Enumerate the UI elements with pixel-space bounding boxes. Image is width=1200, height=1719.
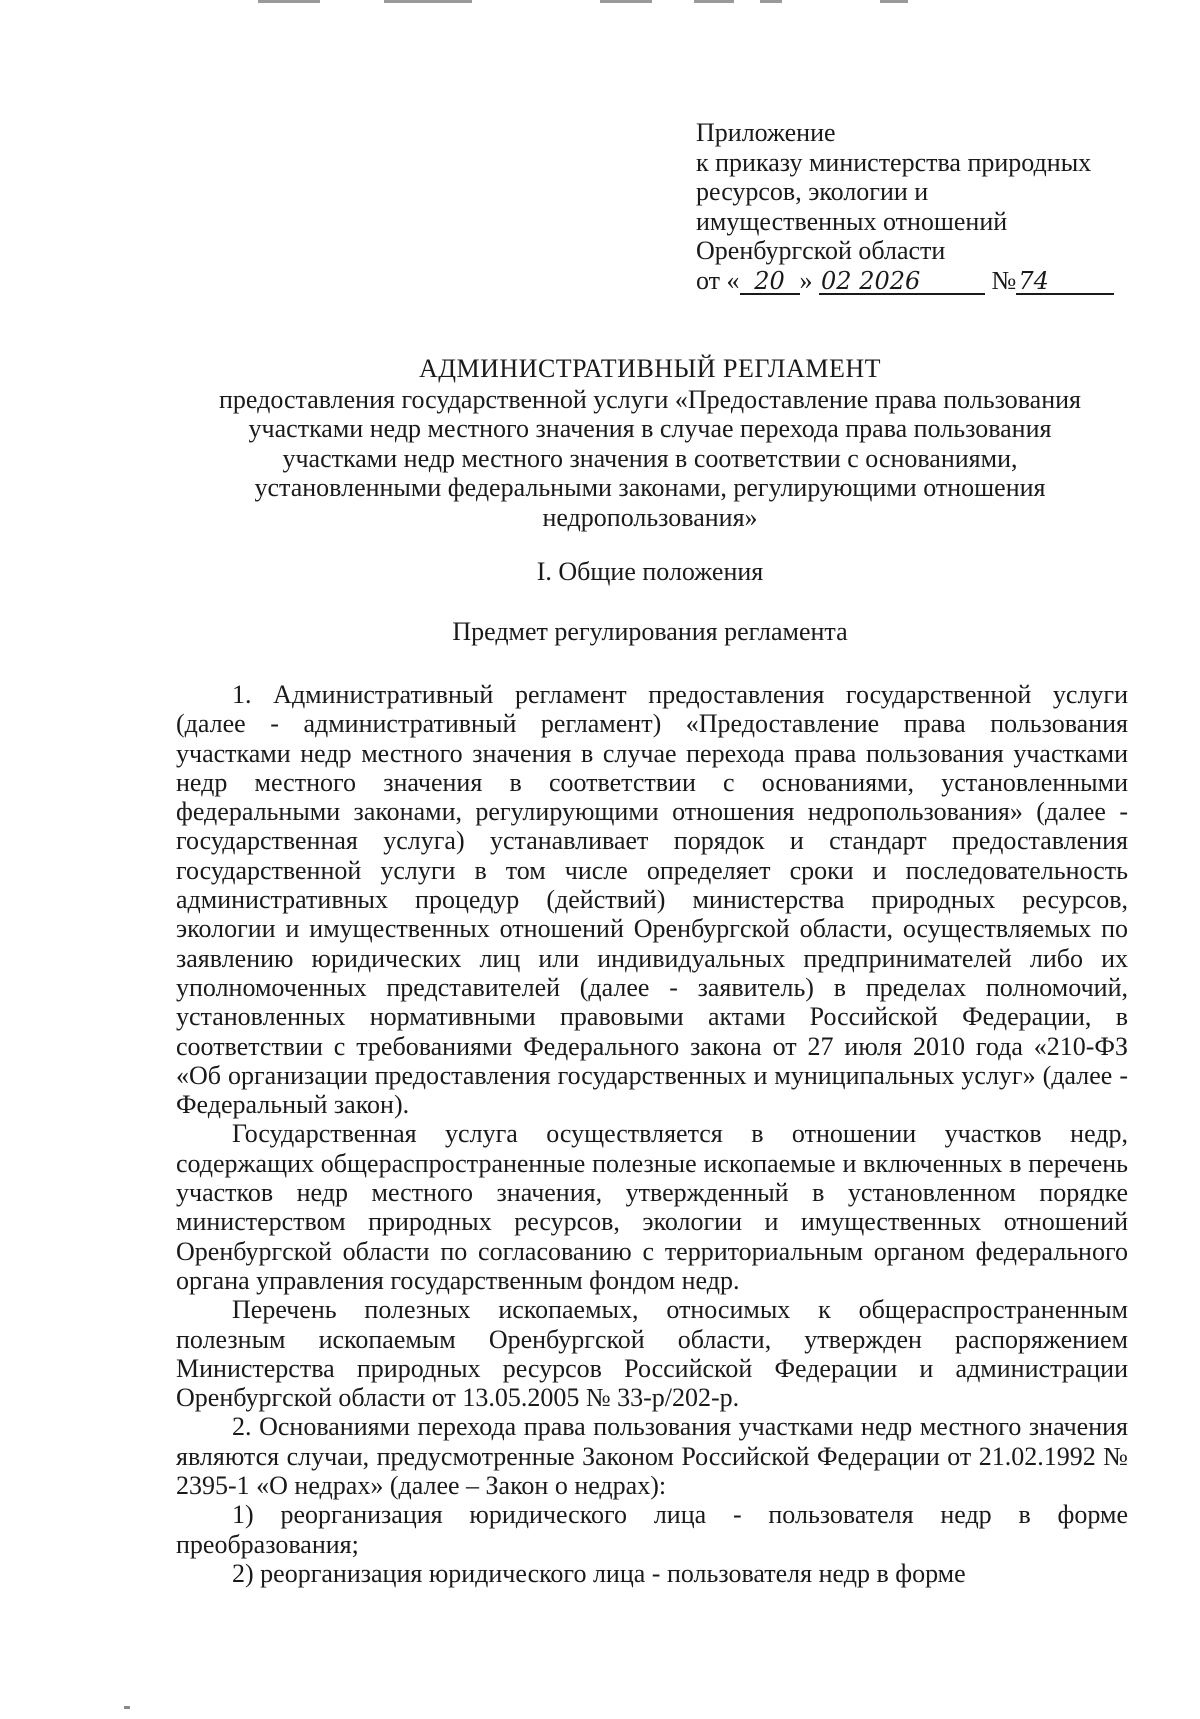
handwritten-month-year: 02 2026 <box>819 269 985 295</box>
title-subline: участками недр местного значения в случае перехода права пользования <box>248 414 1052 443</box>
paragraph: Государственная услуга осуществляется в отношении участков недр, содержащих общераспространенные полезные ископаемые и включенных в перечень участков недр местного значения, утвержденный в установленном порядке министерством природных ресурсов, экологии и имущественных отношений Оренбургской области по согласованию с территориальным органом федерального органа управления государственным фондом недр. <box>176 1119 1128 1295</box>
scan-artifact <box>384 0 472 3</box>
appendix-title: Приложение <box>696 118 836 147</box>
section-subheading: Предмет регулирования регламента <box>452 617 848 646</box>
paragraph: Перечень полезных ископаемых, относимых к общераспространенным полезным ископаемым Оренбургской области, утвержден распоряжением Министерства природных ресурсов Российской Федерации и администрации Оренбургской области от 13.05.2005 № 33-р/202-р. <box>176 1295 1128 1413</box>
handwritten-number: 74 <box>1016 269 1114 295</box>
section-heading: I. Общие положения <box>536 557 764 586</box>
document-title: АДМИНИСТРАТИВНЫЙ РЕГЛАМЕНТ <box>418 354 882 383</box>
scan-artifact <box>880 0 908 3</box>
title-subline: участками недр местного значения в соответствии с основаниями, <box>282 443 1018 473</box>
scan-artifact <box>694 0 734 3</box>
scan-artifact <box>124 1706 130 1709</box>
scan-artifact <box>258 0 320 3</box>
date-prefix: от « <box>696 265 740 295</box>
paragraph: 2) реорганизация юридического лица - пользователя недр в форме <box>232 1558 966 1588</box>
appendix-date-line <box>696 266 1136 296</box>
handwritten-day: 20 <box>740 269 800 295</box>
date-mid: » <box>799 265 813 295</box>
scan-artifact <box>600 0 652 3</box>
document-body <box>176 680 1128 1588</box>
scan-artifact <box>760 0 782 3</box>
paragraph: 1. Административный регламент предоставления государственной услуги (далее - административный регламент) «Предоставление права пользования участками недр местного значения в случае перехода права пользования участками недр местного значения в соответствии с основаниями, установленными федеральными законами, регулирующими отношения недропользования» (далее - государственная услуга) устанавливает порядок и стандарт предоставления государственной услуги в том числе определяет сроки и последовательность административных процедур (действий) министерства природных ресурсов, экологии и имущественных отношений Оренбургской области, осуществляемых по заявлению юридических лиц или индивидуальных предпринимателей либо их уполномоченных представителей (далее - заявитель) в пределах полномочий, установленных нормативными правовыми актами Российской Федерации, в соответствии с требованиями Федерального закона от 27 июля 2010 года «210-ФЗ «Об организации предоставления государственных и муниципальных услуг» (далее - Федеральный закон). <box>176 680 1128 1120</box>
appendix-line: имущественных отношений <box>696 206 1008 236</box>
document-title-block <box>170 354 1130 532</box>
appendix-line: ресурсов, экологии и <box>696 177 929 206</box>
title-subline: установленными федеральными законами, регулирующими отношения <box>254 473 1046 502</box>
appendix-line: к приказу министерства природных <box>696 147 1092 177</box>
appendix-block <box>696 118 1136 295</box>
appendix-line: Оренбургской области <box>696 236 946 265</box>
paragraph: 1) реорганизация юридического лица - пользователя недр в форме преобразования; <box>176 1500 1128 1559</box>
title-subline: недропользования» <box>542 502 758 532</box>
title-subline: предоставления государственной услуги «Предоставление права пользования <box>218 384 1081 414</box>
paragraph: 2. Основаниями перехода права пользования участками недр местного значения являются случаи, предусмотренные Законом Российской Федерации от 21.02.1992 № 2395-1 «О недрах» (далее – Закон о недрах): <box>176 1412 1128 1501</box>
number-label: № <box>991 265 1017 295</box>
